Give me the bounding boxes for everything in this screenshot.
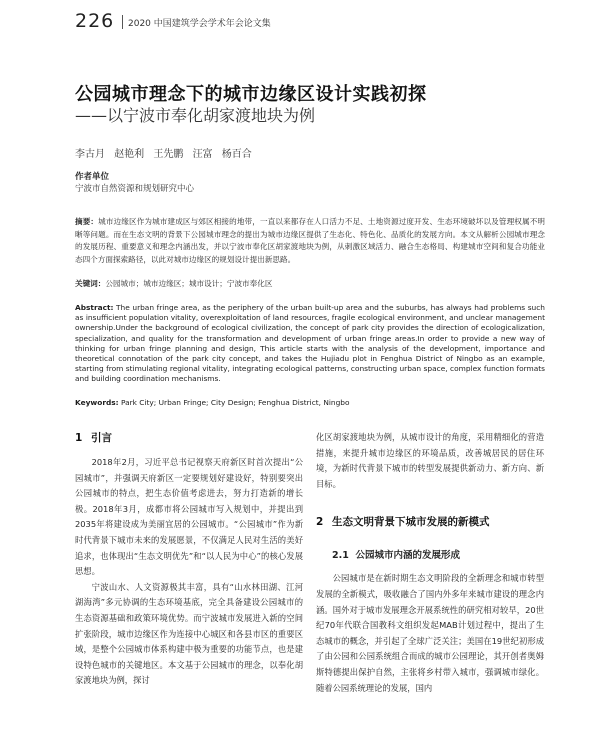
page-number: 226 (75, 10, 115, 32)
body-paragraph: 公园城市是在新时期生态文明阶段的全新理念和城市转型发展的全新模式，吸收融合了国内外多年来城市建设的理念内涵。国外对于城市发展理念开展系统性的研究相对较早，20世纪70年代联合国教科文组织发起MAB计划过程中，提出了生态城市的概念，并引起了全球广泛关注；美国在19世纪初形成了由公园和公园系统组合而成的城市公园理论，其开创者奥姆斯特德提出保护自然，主张将乡村带入城市，强调城市绿化。随着公园系统理论的发展，国内 (316, 573, 544, 693)
affiliation: 宁波市自然资源和规划研究中心 (75, 184, 195, 194)
left-column (75, 430, 303, 689)
article-title: 公园城市理念下的城市边缘区设计实践初探 (75, 84, 427, 105)
right-column (316, 430, 544, 696)
abstract-zh-label: 摘要： (75, 217, 99, 226)
section-heading (316, 514, 544, 529)
running-header (75, 10, 545, 36)
keywords-en-text: Park City; Urban Fringe; City Design; Fenghua District, Ningbo (120, 398, 350, 407)
article-subtitle: ——以宁波市奉化胡家渡地块为例 (75, 106, 316, 125)
header-divider (122, 15, 123, 29)
section-number: 1 (75, 432, 83, 444)
author-name: 王先鹏 (153, 149, 184, 160)
subsection-number: 2.1 (332, 550, 349, 562)
subsection-title: 公园城市内涵的发展形成 (355, 550, 460, 562)
keywords-zh-text: 公园城市；城市边缘区；城市设计；宁波市奉化区 (105, 279, 273, 288)
body-paragraph-continued: 化区胡家渡地块为例，从城市设计的角度，采用精细化的营造措施，来提升城市边缘区的环境品质，改善城居民的居住环境，为新时代背景下城市的转型发展提供新动力、新方向、新目标。 (316, 432, 544, 489)
section-title: 引言 (91, 432, 112, 444)
author-name: 汪富 (192, 149, 213, 160)
author-list (75, 145, 252, 160)
body-paragraph: 宁波山水、人文资源极其丰富，具有“山水林田湖、江河湖海湾”多元协调的生态环境基底，完全具备建设公园城市的生态资源基础和政策环境优势。而宁波城市发展进入新的空间扩张阶段，城市边缘区作为连接中心城区和各县市区的重要区域，是整个公园城市体系构建中极为重要的功能节点，也是建设特色城市的关键地区。本文基于公园城市的理念，以奉化胡家渡地块为例，探讨 (75, 581, 303, 686)
section-heading (75, 430, 303, 445)
keywords-zh (75, 278, 545, 289)
author-name: 李古月 (75, 149, 105, 160)
keywords-en-label: Keywords: (75, 398, 119, 407)
abstract-en-label: Abstract: (75, 303, 114, 312)
abstract-en-text: The urban fringe area, as the periphery of the urban built-up area and the suburbs, has always had problems such as insufficient population vitality, overexploitation of land resources, fragile ecological environment, and unclear management ownership.Under the background of ecological civilization, the concept of park city provides the direction of ecologicalization, specialization, and quality for the transformation and development of urban fringe areas.In order to provide a new way of thinking for urban fringe planning and design, This article starts with the analysis of the development, importance and theoretical connotation of the park city concept, and takes the Hujiadu plot in Fenghua District of Ningbo as an example, starting from stimulating regional vitality, integrating ecological patterns, constructing urban space, complex function formats and building coordination mechanisms. (75, 303, 545, 384)
abstract-en (75, 303, 545, 385)
section-title: 生态文明背景下城市发展的新模式 (332, 516, 490, 529)
author-name: 杨百合 (221, 149, 252, 160)
section-number: 2 (316, 516, 324, 529)
abstract-zh (75, 216, 545, 266)
affiliation-label: 作者单位 (75, 172, 110, 182)
body-paragraph: 2018年2月，习近平总书记视察天府新区时首次提出“公园城市”，并强调天府新区一定要规划好建设好，特别要突出公园城市的特点，把生态价值考虑进去，努力打造新的增长极。2018年3月，成都市将公园城市写入规划中，并提出到2035年将建设成为美丽宜居的公园城市。“公园城市”作为新时代背景下城市未来的发展愿景，不仅满足人民对生活的美好追求，也体现出“生态文明优先”和“以人民为中心”的核心发展思想。 (75, 457, 303, 577)
abstract-zh-text: 城市边缘区作为城市建成区与郊区相接的地带，一直以来都存在人口活力不足、土地资源过度开发、生态环境破坏以及管理权属不明晰等问题。而在生态文明的背景下公园城市理念的提出为城市边缘区提供了生态化、特色化、品质化的发展方向。本文从解析公园城市理念的发展历程、重要意义和理念内涵出发，并以宁波市奉化区胡家渡地块为例，从刺激区域活力、融合生态格局、构建城市空间和复合功能业态四个方面探索路径，以此对城市边缘区的规划设计提出新思路。 (75, 217, 545, 264)
keywords-en (75, 398, 545, 407)
running-title: 2020 中国建筑学会学术年会论文集 (128, 19, 271, 29)
author-name: 赵艳利 (114, 149, 145, 160)
keywords-zh-label: 关键词： (75, 279, 106, 288)
subsection-heading (316, 547, 544, 561)
